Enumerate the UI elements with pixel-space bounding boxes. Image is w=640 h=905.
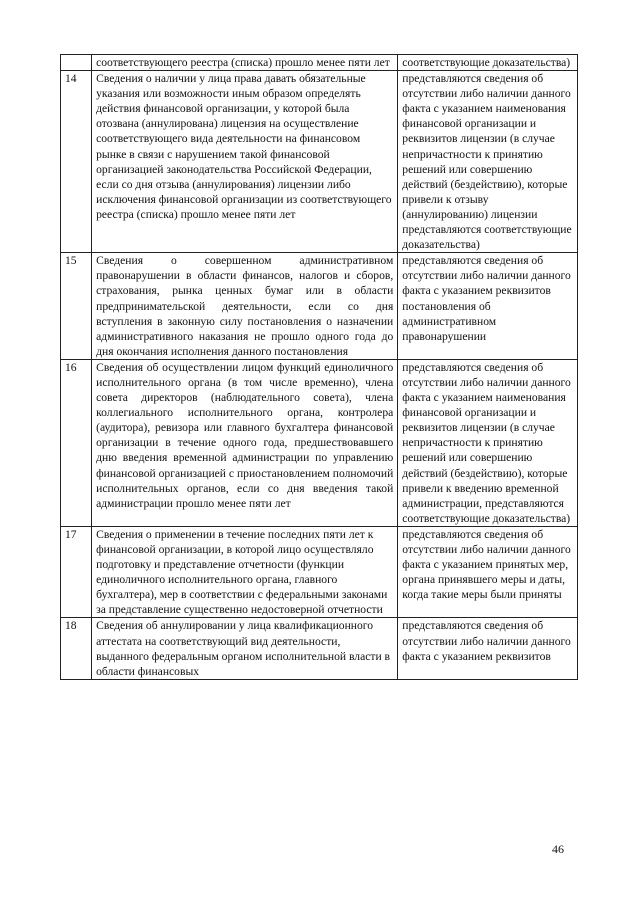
row-number: 17 [61,526,92,618]
row-description: Сведения о применении в течение последних пяти лет к финансовой организации, в которой лицо осуществляло подготовку и представление отчетности (функции единоличного исполнительного органа, главного бухгалтера), мер в соответствии с федеральными законами за представление существенно недостоверной отчетности [92,526,398,618]
row-description: соответствующего реестра (списка) прошло менее пяти лет [92,55,398,71]
table-row [61,55,578,71]
table-row [61,618,578,679]
requirements-table [60,54,578,680]
row-description: Сведения об аннулировании у лица квалификационного аттестата на соответствующий вид деятельности, выданного федеральным органом исполнительной власти в области финансовых [92,618,398,679]
table-row [61,253,578,360]
row-number: 14 [61,71,92,253]
row-description: Сведения об осуществлении лицом функций единоличного исполнительного органа (в том числе временно), члена совета директоров (наблюдательного совета), члена коллегиального исполнительного органа, контролера (аудитора), ревизора или главного бухгалтера финансовой организации в течение одного года, предшествовавшего дню введения временной администрации по управлению финансовой организацией с приостановлением полномочий исполнительных органов, если со дня введения такой администрации прошло менее пяти лет [92,359,398,526]
row-proof: соответствующие доказательства) [398,55,578,71]
row-proof: представляются сведения об отсутствии либо наличии данного факта с указанием реквизитов постановления об административном правонарушении [398,253,578,360]
table-row [61,71,578,253]
row-number: 15 [61,253,92,360]
row-proof: представляются сведения об отсутствии либо наличии данного факта с указанием наименования финансовой организации и реквизитов лицензии (в случае непричастности к принятию решений или совершению действий (бездействию), которые привели к отзыву (аннулированию) лицензии представляются соответствующие доказательства) [398,71,578,253]
row-proof: представляются сведения об отсутствии либо наличии данного факта с указанием реквизитов [398,618,578,679]
row-proof: представляются сведения об отсутствии либо наличии данного факта с указанием принятых мер, органа принявшего меры и даты, когда такие меры были приняты [398,526,578,618]
row-description: Сведения о совершенном административном правонарушении в области финансов, налогов и сборов, страхования, рынка ценных бумаг или в области предпринимательской деятельности, если со дня вступления в законную силу постановления о назначении административного наказания не прошло одного года до дня окончания исполнения данного постановления [92,253,398,360]
table-row [61,359,578,526]
table-row [61,526,578,618]
row-proof: представляются сведения об отсутствии либо наличии данного факта с указанием наименования финансовой организации и реквизитов лицензии (в случае непричастности к принятию решений или совершению действий (бездействию), которые привели к введению временной администрации, представляются соответствующие доказательства) [398,359,578,526]
row-description: Сведения о наличии у лица права давать обязательные указания или возможности иным образом определять действия финансовой организации, у которой была отозвана (аннулирована) лицензия на осуществление соответствующего вида деятельности на финансовом рынке в связи с нарушением такой финансовой организацией законодательства Российской Федерации, если со дня отзыва (аннулирования) лицензии либо исключения финансовой организации из соответствующего реестра (списка) прошло менее пяти лет [92,71,398,253]
row-number [61,55,92,71]
row-number: 16 [61,359,92,526]
row-number: 18 [61,618,92,679]
page-number: 46 [552,842,564,856]
